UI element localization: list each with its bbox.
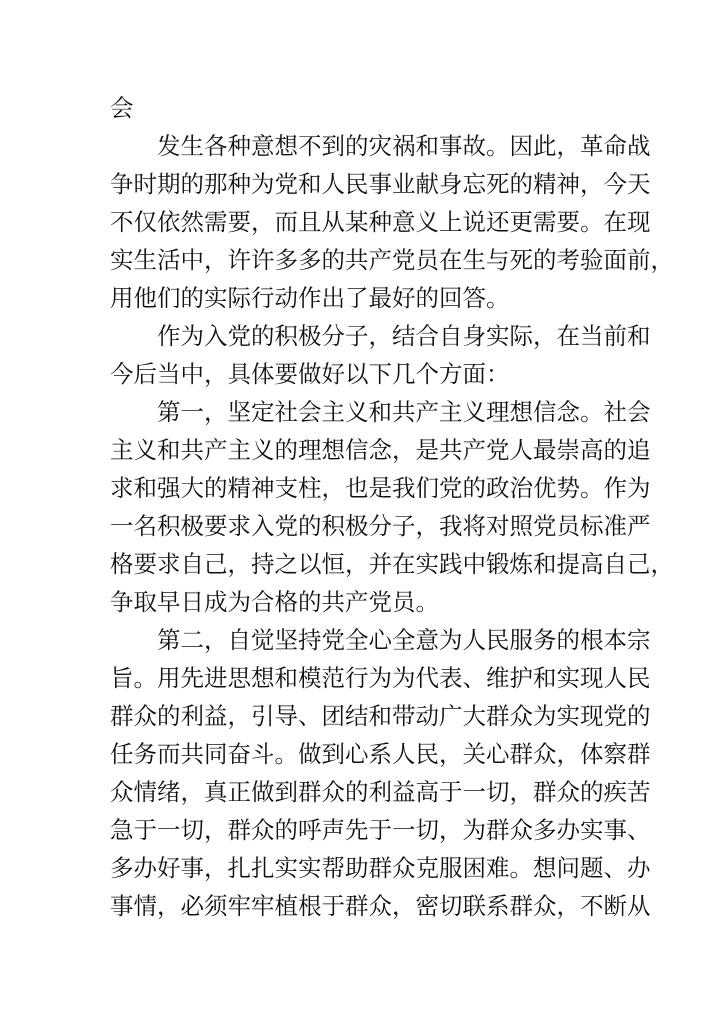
text-line: 多办好事，扎扎实实帮助群众克服困难。想问题、办 xyxy=(110,854,651,882)
text-line: 不仅依然需要，而且从某种意义上说还更需要。在现 xyxy=(110,208,651,236)
text-line: 一名积极要求入党的积极分子，我将对照党员标准严 xyxy=(110,512,651,540)
paragraph-first-line: 作为入党的积极分子，结合自身实际，在当前和 xyxy=(157,322,651,350)
text-line: 旨。用先进思想和模范行为为代表、维护和实现人民 xyxy=(110,664,651,692)
text-line: 急于一切，群众的呼声先于一切，为群众多办实事、 xyxy=(110,816,651,844)
text-line: 任务而共同奋斗。做到心系人民，关心群众，体察群 xyxy=(110,740,651,768)
text-line: 实生活中，许许多多的共产党员在生与死的考验面前， xyxy=(110,246,674,274)
paragraph-first-line: 第一，坚定社会主义和共产主义理想信念。社会 xyxy=(157,398,651,426)
text-line: 今后当中，具体要做好以下几个方面： xyxy=(110,360,510,388)
text-line: 争取早日成为合格的共产党员。 xyxy=(110,588,439,616)
text-line: 众情绪，真正做到群众的利益高于一切，群众的疾苦 xyxy=(110,778,651,806)
text-line: 争时期的那种为党和人民事业献身忘死的精神，今天 xyxy=(110,170,651,198)
text-line: 求和强大的精神支柱，也是我们党的政治优势。作为 xyxy=(110,474,651,502)
text-line: 会 xyxy=(110,94,134,122)
paragraph-first-line: 第二，自觉坚持党全心全意为人民服务的根本宗 xyxy=(157,626,651,654)
text-line: 用他们的实际行动作出了最好的回答。 xyxy=(110,284,510,312)
text-line: 格要求自己，持之以恒，并在实践中锻炼和提高自己， xyxy=(110,550,674,578)
text-line: 事情，必须牢牢植根于群众，密切联系群众，不断从 xyxy=(110,892,651,920)
text-line: 群众的利益，引导、团结和带动广大群众为实现党的 xyxy=(110,702,651,730)
paragraph-first-line: 发生各种意想不到的灾祸和事故。因此，革命战 xyxy=(157,132,651,160)
text-line: 主义和共产主义的理想信念，是共产党人最崇高的追 xyxy=(110,436,651,464)
